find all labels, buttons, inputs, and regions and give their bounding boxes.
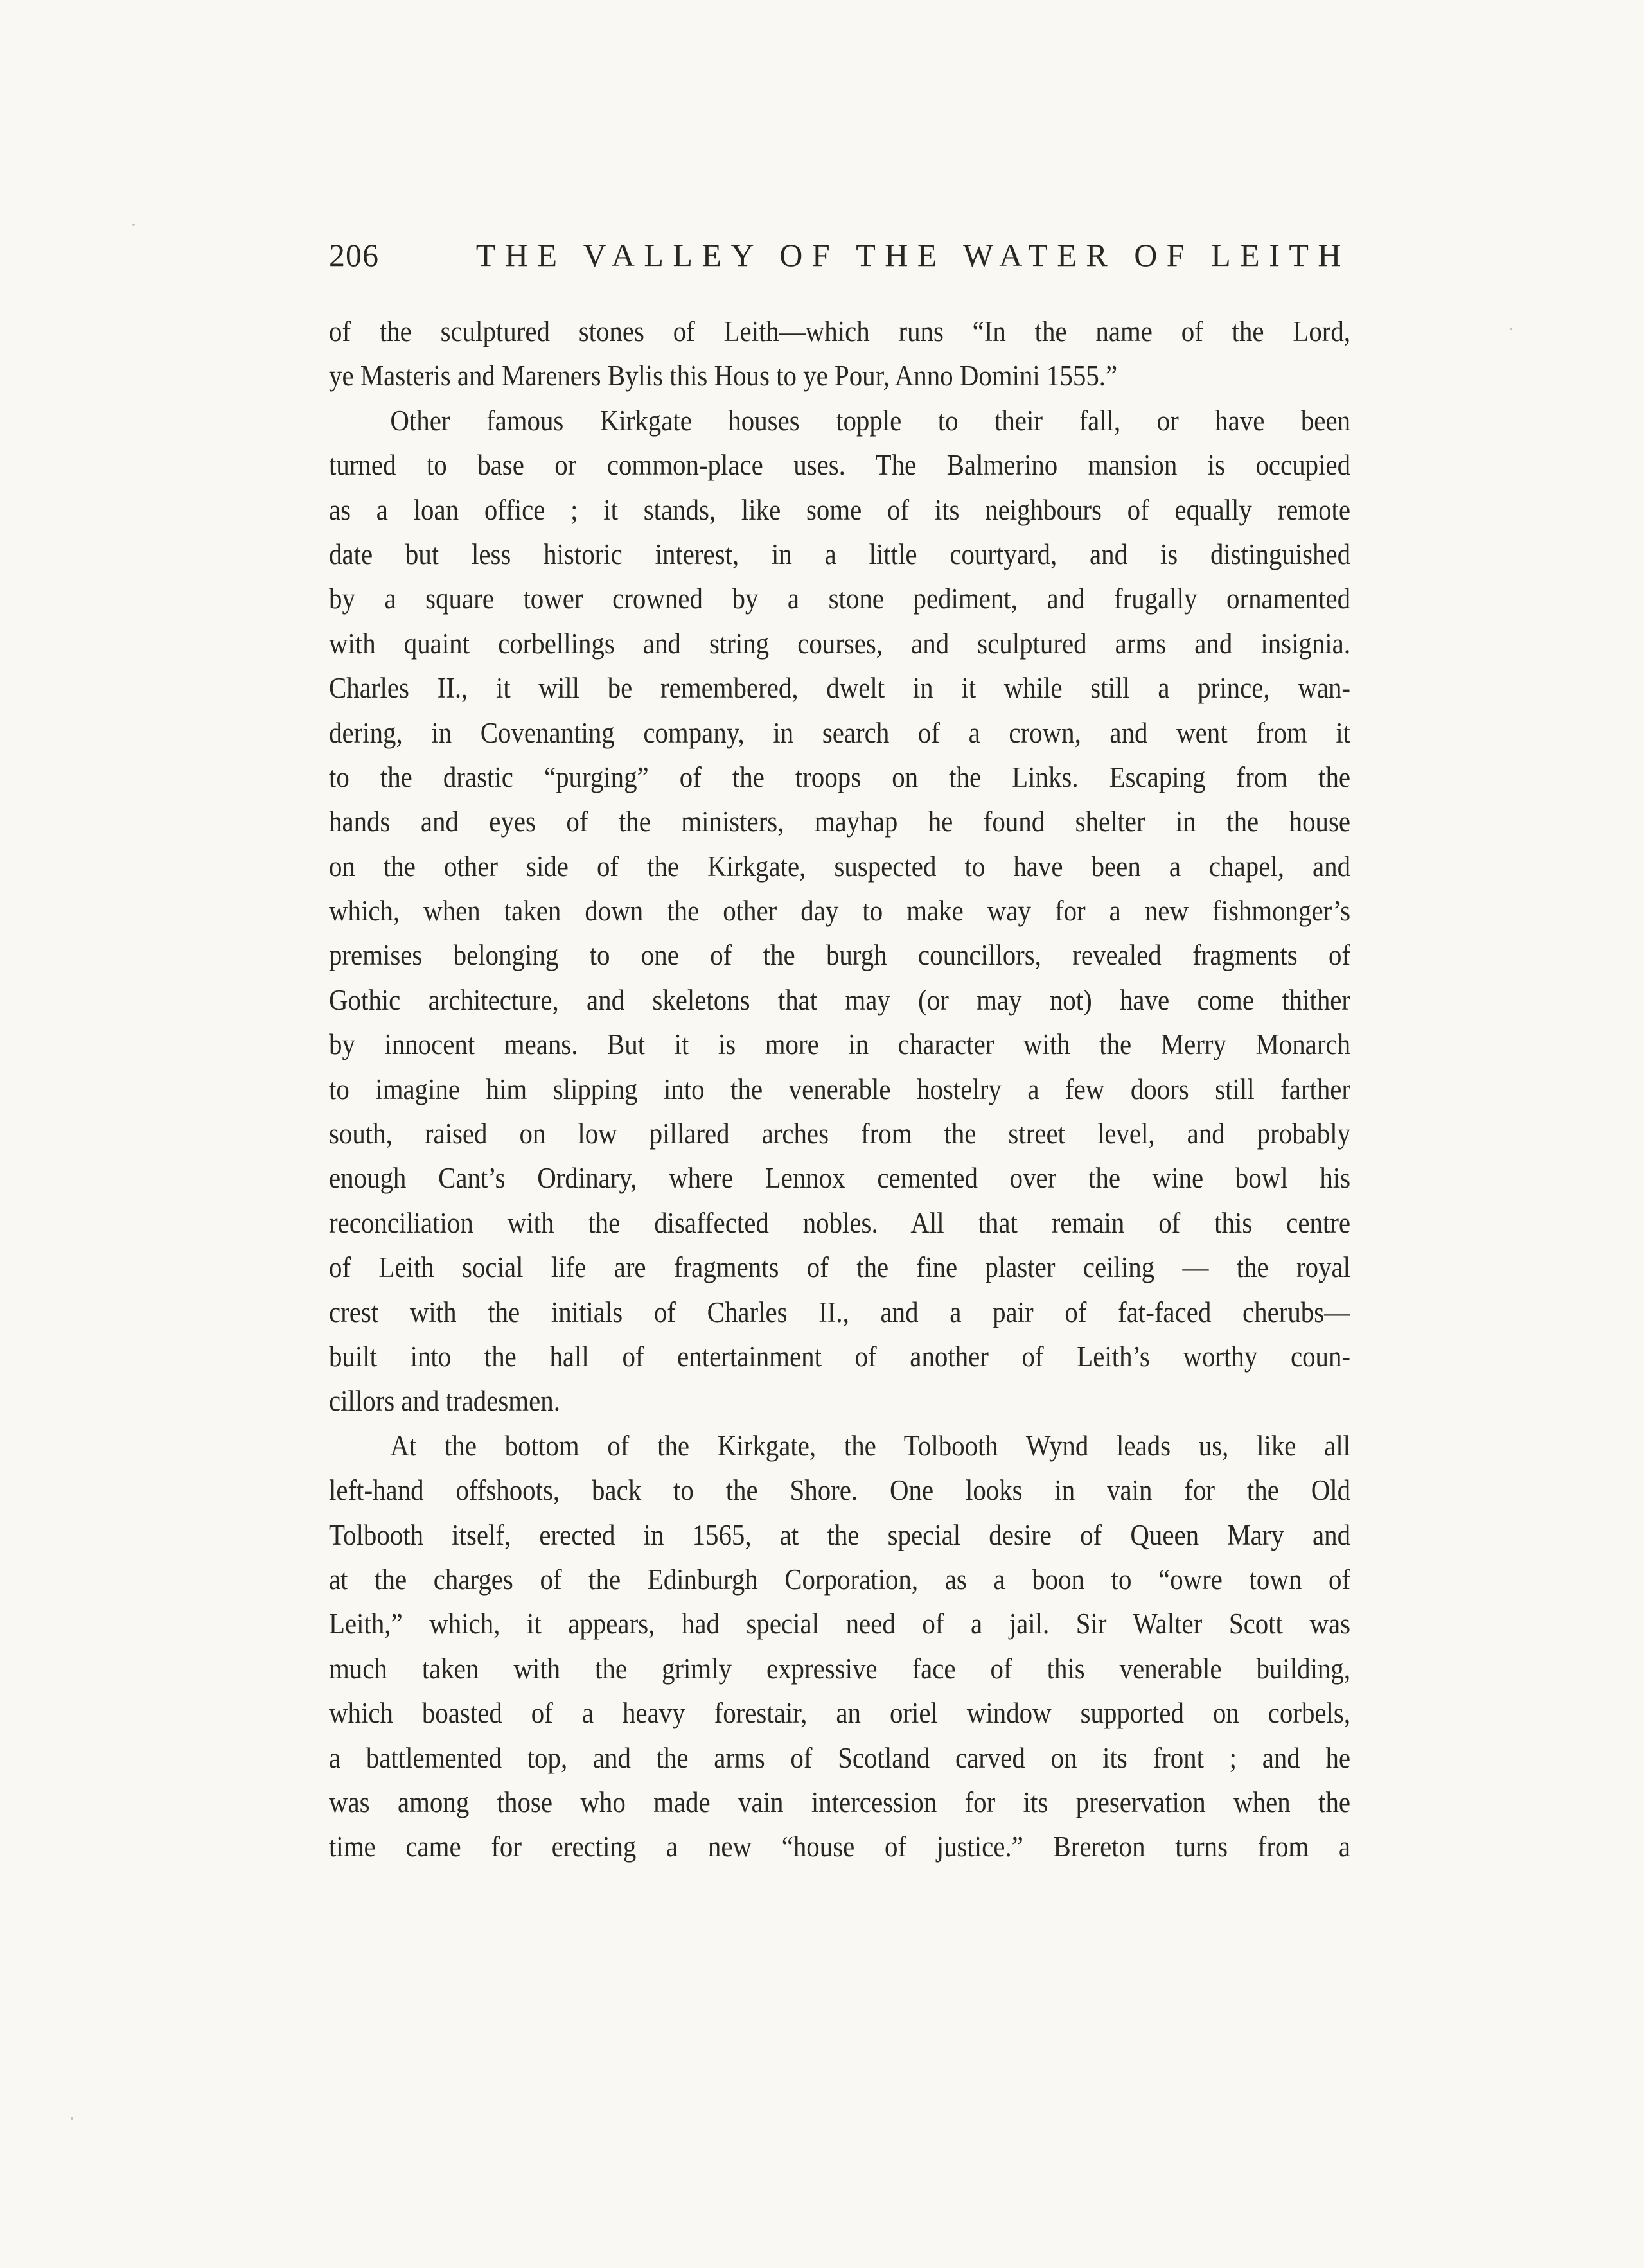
text-line: by a square tower crowned by a stone pediment, and frugally ornamented	[329, 583, 1351, 615]
text-line: enough Cant’s Ordinary, where Lennox cemented over the wine bowl his	[329, 1162, 1351, 1195]
text-line: Tolbooth itself, erected in 1565, at the special desire of Queen Mary and	[329, 1518, 1351, 1551]
text-line: hands and eyes of the ministers, mayhap he found shelter in the house	[329, 805, 1351, 838]
running-head	[329, 236, 1350, 281]
text-line: Charles II., it will be remembered, dwelt in it while still a prince, wan-	[329, 672, 1351, 705]
text-line: At the bottom of the Kirkgate, the Tolbooth Wynd leads us, like all	[390, 1429, 1351, 1462]
text-line: at the charges of the Edinburgh Corporation, as a boon to “owre town of	[329, 1563, 1351, 1596]
text-line: to imagine him slipping into the venerable hostelry a few doors still farther	[329, 1073, 1351, 1105]
text-line: Other famous Kirkgate houses topple to their fall, or have been	[390, 404, 1351, 437]
text-line: built into the hall of entertainment of another of Leith’s worthy coun-	[329, 1340, 1351, 1373]
text-line: ye Masteris and Mareners Bylis this Hous to ye Pour, Anno Domini 1555.”	[329, 360, 1118, 392]
text-line: south, raised on low pillared arches from the street level, and probably	[329, 1118, 1351, 1150]
text-line: as a loan office ; it stands, like some of its neighbours of equally remote	[329, 493, 1351, 526]
text-line: Leith,” which, it appears, had special need of a jail. Sir Walter Scott was	[329, 1608, 1351, 1640]
paper-speck	[1510, 328, 1512, 330]
text-line: which boasted of a heavy forestair, an oriel window supported on corbels,	[329, 1697, 1351, 1730]
text-line: much taken with the grimly expressive face of this venerable building,	[329, 1652, 1351, 1685]
text-line: to the drastic “purging” of the troops on the Links. Escaping from the	[329, 760, 1351, 793]
text-line: cillors and tradesmen.	[329, 1385, 560, 1418]
text-line: dering, in Covenanting company, in search of a crown, and went from it	[329, 716, 1351, 749]
text-line: reconciliation with the disaffected nobles. All that remain of this centre	[329, 1206, 1351, 1239]
text-line: on the other side of the Kirkgate, suspected to have been a chapel, and	[329, 850, 1351, 883]
text-line: was among those who made vain intercession for its preservation when the	[329, 1786, 1351, 1818]
text-line: time came for erecting a new “house of justice.” Brereton turns from a	[329, 1831, 1351, 1863]
text-line: date but less historic interest, in a little courtyard, and is distinguished	[329, 538, 1351, 570]
text-line: of the sculptured stones of Leith—which runs “In the name of the Lord,	[329, 315, 1351, 347]
text-line: turned to base or common-place uses. The Balmerino mansion is occupied	[329, 449, 1351, 482]
text-line: by innocent means. But it is more in character with the Merry Monarch	[329, 1028, 1351, 1061]
paper-speck	[71, 2117, 73, 2120]
text-line: a battlemented top, and the arms of Scotland carved on its front ; and he	[329, 1741, 1351, 1774]
text-line: crest with the initials of Charles II., and a pair of fat-faced cherubs—	[329, 1296, 1351, 1328]
running-title: THE VALLEY OF THE WATER OF LEITH	[475, 237, 1350, 273]
text-line: left-hand offshoots, back to the Shore. One looks in vain for the Old	[329, 1474, 1351, 1507]
body-text	[329, 310, 1350, 1870]
text-line: premises belonging to one of the burgh councillors, revealed fragments of	[329, 939, 1351, 972]
paper-speck	[132, 224, 135, 226]
text-line: of Leith social life are fragments of the fine plaster ceiling — the royal	[329, 1251, 1351, 1284]
page-number: 206	[329, 237, 379, 273]
text-line: which, when taken down the other day to make way for a new fishmonger’s	[329, 895, 1351, 927]
text-line: with quaint corbellings and string courses, and sculptured arms and insignia.	[329, 627, 1351, 660]
text-line: Gothic architecture, and skeletons that may (or may not) have come thither	[329, 983, 1351, 1016]
